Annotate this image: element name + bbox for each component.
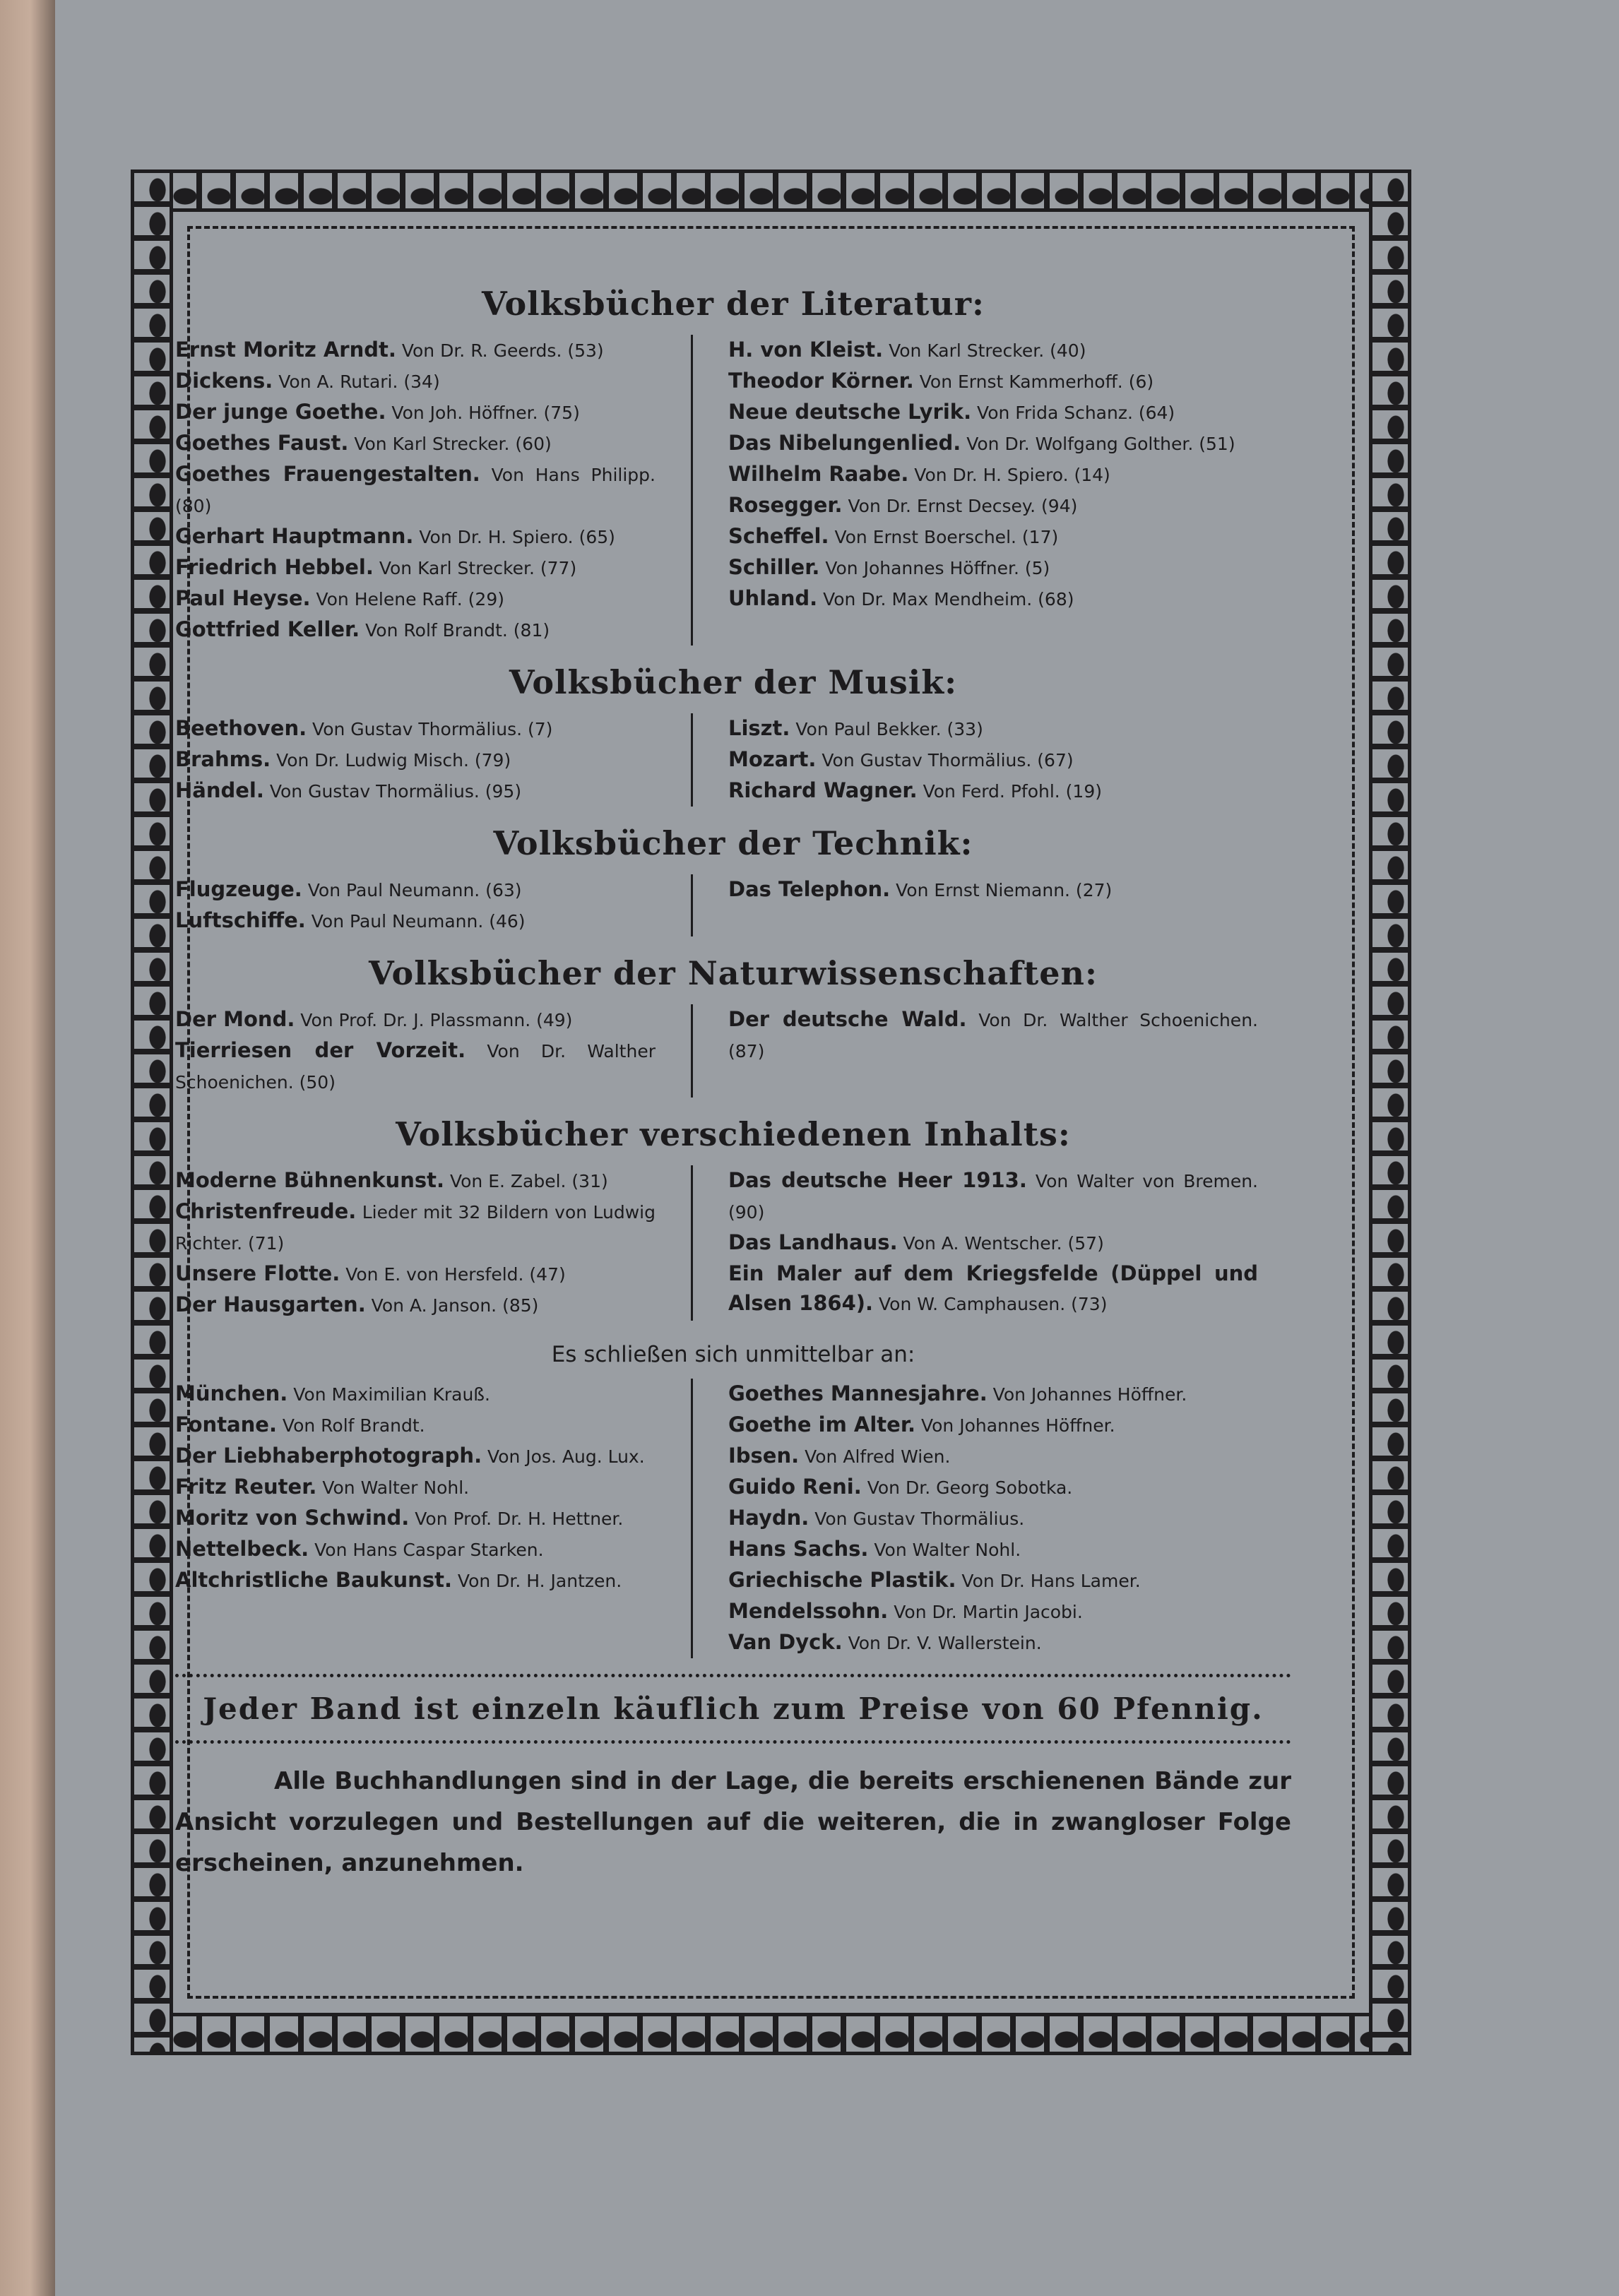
book-title: Das Telephon. — [728, 877, 891, 901]
book-entry — [728, 1004, 1258, 1066]
book-title: Ernst Moritz Arndt. — [175, 338, 396, 362]
book-author: Von Hans Caspar Starken. — [309, 1540, 544, 1560]
book-title: Gottfried Keller. — [175, 617, 360, 641]
book-title: Goethes Frauengestalten. — [175, 462, 480, 486]
book-title: Der Mond. — [175, 1007, 295, 1031]
book-title: Moderne Bühnenkunst. — [175, 1168, 444, 1192]
right-column — [693, 874, 1258, 936]
book-author: Von Karl Strecker. (77) — [373, 558, 577, 578]
book-author: Von Dr. Walther Schoenichen. (87) — [728, 1010, 1258, 1061]
left-column — [175, 1004, 693, 1098]
book-entry — [175, 428, 656, 459]
book-entry — [728, 1534, 1258, 1565]
book-title: Van Dyck. — [728, 1630, 843, 1654]
left-column — [175, 1165, 693, 1321]
upcoming-intro: Es schließen sich unmittelbar an: — [551, 1342, 915, 1367]
upcoming-right-column — [693, 1379, 1258, 1658]
left-column — [175, 713, 693, 807]
book-author: Von Gustav Thormälius. (7) — [307, 719, 553, 739]
book-title: Hans Sachs. — [728, 1537, 869, 1561]
book-author: Von Gustav Thormälius. — [809, 1509, 1025, 1529]
book-author: Von E. von Hersfeld. (47) — [340, 1264, 566, 1285]
book-author: Von Rolf Brandt. — [276, 1415, 425, 1436]
book-entry — [175, 1259, 656, 1290]
book-title: Fontane. — [175, 1412, 277, 1437]
book-entry — [175, 1472, 656, 1503]
upcoming-left-column — [175, 1379, 693, 1658]
book-author: Von Helene Raff. (29) — [310, 589, 504, 609]
book-entry — [175, 1379, 656, 1410]
book-title: Liszt. — [728, 716, 790, 740]
book-entry — [728, 428, 1258, 459]
book-title: Beethoven. — [175, 716, 307, 740]
book-entry — [175, 1503, 656, 1534]
book-title: Uhland. — [728, 586, 818, 610]
upcoming-columns — [175, 1379, 1291, 1658]
right-column — [693, 1165, 1258, 1321]
section-columns — [175, 335, 1291, 646]
book-entry — [728, 775, 1258, 807]
book-title: Tierriesen der Vorzeit. — [175, 1038, 466, 1062]
book-author: Von Dr. Wolfgang Golther. (51) — [961, 434, 1235, 454]
right-column — [693, 713, 1258, 807]
right-column — [693, 1004, 1258, 1098]
book-entry — [175, 366, 656, 397]
frame-bottom-ornament — [131, 2013, 1411, 2055]
book-entry — [175, 1534, 656, 1565]
book-author: Von Alfred Wien. — [799, 1446, 951, 1467]
book-title: Mozart. — [728, 747, 817, 771]
book-entry — [175, 1004, 656, 1035]
frame-top-ornament — [131, 169, 1411, 212]
book-author: Von Ernst Niemann. (27) — [890, 880, 1113, 900]
book-title: Goethe im Alter. — [728, 1412, 916, 1437]
book-title: Dickens. — [175, 369, 273, 393]
book-entry — [728, 397, 1258, 428]
book-entry — [728, 1227, 1258, 1259]
book-entry — [728, 1472, 1258, 1503]
book-entry — [175, 1410, 656, 1441]
book-author: Von Joh. Höffner. (75) — [386, 403, 580, 423]
book-entry — [728, 713, 1258, 744]
book-entry — [728, 1379, 1258, 1410]
book-title: Griechische Plastik. — [728, 1568, 956, 1592]
book-author: Von E. Zabel. (31) — [444, 1171, 608, 1191]
book-title: Unsere Flotte. — [175, 1261, 340, 1285]
price-notice: Jeder Band ist einzeln käuflich zum Preise von 60 Pfennig. — [203, 1691, 1264, 1726]
book-title: Der deutsche Wald. — [728, 1007, 967, 1031]
book-title: Richard Wagner. — [728, 778, 918, 802]
book-author: Von Johannes Höffner. — [987, 1384, 1187, 1405]
book-author: Von Karl Strecker. (60) — [348, 434, 552, 454]
book-author: Von A. Rutari. (34) — [273, 371, 440, 392]
section-columns — [175, 1165, 1291, 1321]
book-entry — [175, 614, 656, 646]
book-entry — [175, 775, 656, 807]
book-entry — [728, 874, 1258, 905]
book-entry — [728, 1165, 1258, 1227]
book-author: Von Dr. Walther Schoenichen. (50) — [175, 1041, 656, 1093]
dotted-divider — [175, 1740, 1291, 1744]
book-author: Von Walter Nohl. — [316, 1477, 470, 1498]
frame-left-ornament — [131, 169, 173, 2055]
book-author: Von Dr. R. Geerds. (53) — [396, 340, 604, 361]
book-title: Der junge Goethe. — [175, 400, 386, 424]
book-title: Das deutsche Heer 1913. — [728, 1168, 1027, 1192]
book-author: Von Dr. V. Wallerstein. — [842, 1633, 1042, 1653]
book-title: Der Hausgarten. — [175, 1292, 366, 1316]
book-entry — [175, 335, 656, 366]
book-entry — [175, 874, 656, 905]
book-entry — [728, 335, 1258, 366]
book-title: München. — [175, 1381, 288, 1405]
book-title: Rosegger. — [728, 493, 843, 517]
book-entry — [175, 1035, 656, 1098]
book-title: Wilhelm Raabe. — [728, 462, 909, 486]
book-author: Von Dr. H. Spiero. (65) — [413, 527, 615, 547]
book-author: Von Gustav Thormälius. (95) — [263, 781, 522, 802]
bookstore-notice: Alle Buchhandlungen sind in der Lage, die bereits erschienenen Bände zur Ansicht vorzulegen und Bestellungen auf die weiteren, die in zwangloser Folge erscheinen, anzunehmen. — [175, 1767, 1291, 1877]
book-entry — [175, 552, 656, 583]
book-entry — [175, 459, 656, 521]
frame-right-ornament — [1369, 169, 1411, 2055]
book-author: Von W. Camphausen. (73) — [873, 1294, 1108, 1314]
book-entry — [175, 1165, 656, 1196]
book-author: Von Johannes Höffner. (5) — [819, 558, 1050, 578]
book-entry — [728, 744, 1258, 775]
book-entry — [175, 1196, 656, 1259]
book-title: Brahms. — [175, 747, 271, 771]
book-author: Von Dr. Martin Jacobi. — [888, 1602, 1083, 1622]
book-entry — [728, 366, 1258, 397]
book-entry — [175, 583, 656, 614]
book-entry — [728, 1259, 1258, 1319]
book-author: Von A. Wentscher. (57) — [897, 1233, 1104, 1254]
book-author: Von Walter von Bremen. (90) — [728, 1171, 1258, 1223]
book-title: Fritz Reuter. — [175, 1475, 317, 1499]
book-title: Scheffel. — [728, 524, 829, 548]
book-author: Von Hans Philipp. (80) — [175, 465, 656, 516]
book-entry — [728, 583, 1258, 614]
book-title: Altchristliche Baukunst. — [175, 1568, 452, 1592]
book-title: Gerhart Hauptmann. — [175, 524, 414, 548]
book-entry — [728, 1410, 1258, 1441]
book-title: Goethes Mannesjahre. — [728, 1381, 988, 1405]
book-entry — [728, 1503, 1258, 1534]
book-title: Flugzeuge. — [175, 877, 302, 901]
book-title: Haydn. — [728, 1506, 810, 1530]
book-author: Von Ferd. Pfohl. (19) — [917, 781, 1102, 802]
book-title: Der Liebhaberphotograph. — [175, 1444, 482, 1468]
right-column — [693, 335, 1258, 646]
book-title: Christenfreude. — [175, 1199, 357, 1223]
book-author: Von Rolf Brandt. (81) — [360, 620, 550, 641]
book-title: Das Landhaus. — [728, 1230, 898, 1254]
book-title: Moritz von Schwind. — [175, 1506, 410, 1530]
section-columns — [175, 1004, 1291, 1098]
book-author: Von Prof. Dr. J. Plassmann. (49) — [295, 1010, 573, 1030]
book-entry — [175, 397, 656, 428]
book-author: Von Walter Nohl. — [868, 1540, 1021, 1560]
section-columns — [175, 874, 1291, 936]
book-author: Von Dr. Georg Sobotka. — [861, 1477, 1073, 1498]
book-author: Von A. Janson. (85) — [365, 1295, 539, 1316]
book-entry — [175, 905, 656, 936]
section-title: Volksbücher der Technik: — [493, 824, 973, 862]
book-author: Von Ernst Boerschel. (17) — [829, 527, 1059, 547]
book-author: Von Paul Neumann. (46) — [305, 911, 526, 932]
book-entry — [728, 552, 1258, 583]
book-author: Von Paul Bekker. (33) — [790, 719, 983, 739]
book-title: Schiller. — [728, 555, 820, 579]
book-title: Ein Maler auf dem Kriegsfelde (Düppel und Alsen 1864). — [728, 1261, 1258, 1315]
book-author: Von Frida Schanz. (64) — [971, 403, 1175, 423]
catalog-sections — [175, 282, 1291, 1321]
book-title: Ibsen. — [728, 1444, 800, 1468]
book-entry — [728, 459, 1258, 490]
book-author: Von Paul Neumann. (63) — [302, 880, 522, 900]
book-entry — [175, 744, 656, 775]
book-title: Theodor Körner. — [728, 369, 914, 393]
book-author: Von Karl Strecker. (40) — [883, 340, 1086, 361]
catalog-content — [175, 282, 1291, 1884]
book-author: Von Dr. Hans Lamer. — [956, 1571, 1141, 1591]
catalog-page — [55, 0, 1619, 2296]
book-author: Von Gustav Thormälius. (67) — [816, 750, 1074, 771]
book-author: Von Dr. H. Spiero. (14) — [908, 465, 1110, 485]
book-author: Lieder mit 32 Bildern von Ludwig Richter. (71) — [175, 1202, 656, 1254]
book-author: Von Prof. Dr. H. Hettner. — [409, 1509, 624, 1529]
book-entry — [175, 521, 656, 552]
book-title: Guido Reni. — [728, 1475, 862, 1499]
book-title: Friedrich Hebbel. — [175, 555, 374, 579]
book-entry — [728, 1441, 1258, 1472]
section-title: Volksbücher der Musik: — [509, 663, 958, 701]
book-title: Mendelssohn. — [728, 1599, 889, 1623]
book-entry — [728, 521, 1258, 552]
book-entry — [175, 1565, 656, 1596]
left-column — [175, 874, 693, 936]
book-entry — [728, 490, 1258, 521]
book-author: Von Dr. Ludwig Misch. (79) — [271, 750, 511, 771]
book-author: Von Dr. H. Jantzen. — [451, 1571, 622, 1591]
book-entry — [728, 1565, 1258, 1596]
book-entry — [728, 1596, 1258, 1627]
book-entry — [175, 1290, 656, 1321]
left-column — [175, 335, 693, 646]
dotted-divider — [175, 1674, 1291, 1677]
book-entry — [728, 1627, 1258, 1658]
book-title: Neue deutsche Lyrik. — [728, 400, 972, 424]
book-title: H. von Kleist. — [728, 338, 884, 362]
book-title: Goethes Faust. — [175, 431, 349, 455]
book-entry — [175, 713, 656, 744]
book-title: Paul Heyse. — [175, 586, 311, 610]
book-author: Von Maximilian Krauß. — [287, 1384, 490, 1405]
book-title: Das Nibelungenlied. — [728, 431, 961, 455]
book-author: Von Ernst Kammerhoff. (6) — [913, 371, 1154, 392]
book-author: Von Dr. Ernst Decsey. (94) — [842, 496, 1078, 516]
section-title: Volksbücher der Literatur: — [482, 285, 985, 323]
section-columns — [175, 713, 1291, 807]
book-binding-edge — [0, 0, 55, 2296]
book-author: Von Dr. Max Mendheim. (68) — [817, 589, 1074, 609]
book-entry — [175, 1441, 656, 1472]
section-title: Volksbücher verschiedenen Inhalts: — [396, 1115, 1071, 1153]
section-title: Volksbücher der Naturwissenschaften: — [369, 954, 1098, 992]
book-title: Luftschiffe. — [175, 908, 306, 932]
book-title: Händel. — [175, 778, 264, 802]
book-author: Von Jos. Aug. Lux. — [482, 1446, 645, 1467]
book-title: Nettelbeck. — [175, 1537, 309, 1561]
book-author: Von Johannes Höffner. — [915, 1415, 1115, 1436]
